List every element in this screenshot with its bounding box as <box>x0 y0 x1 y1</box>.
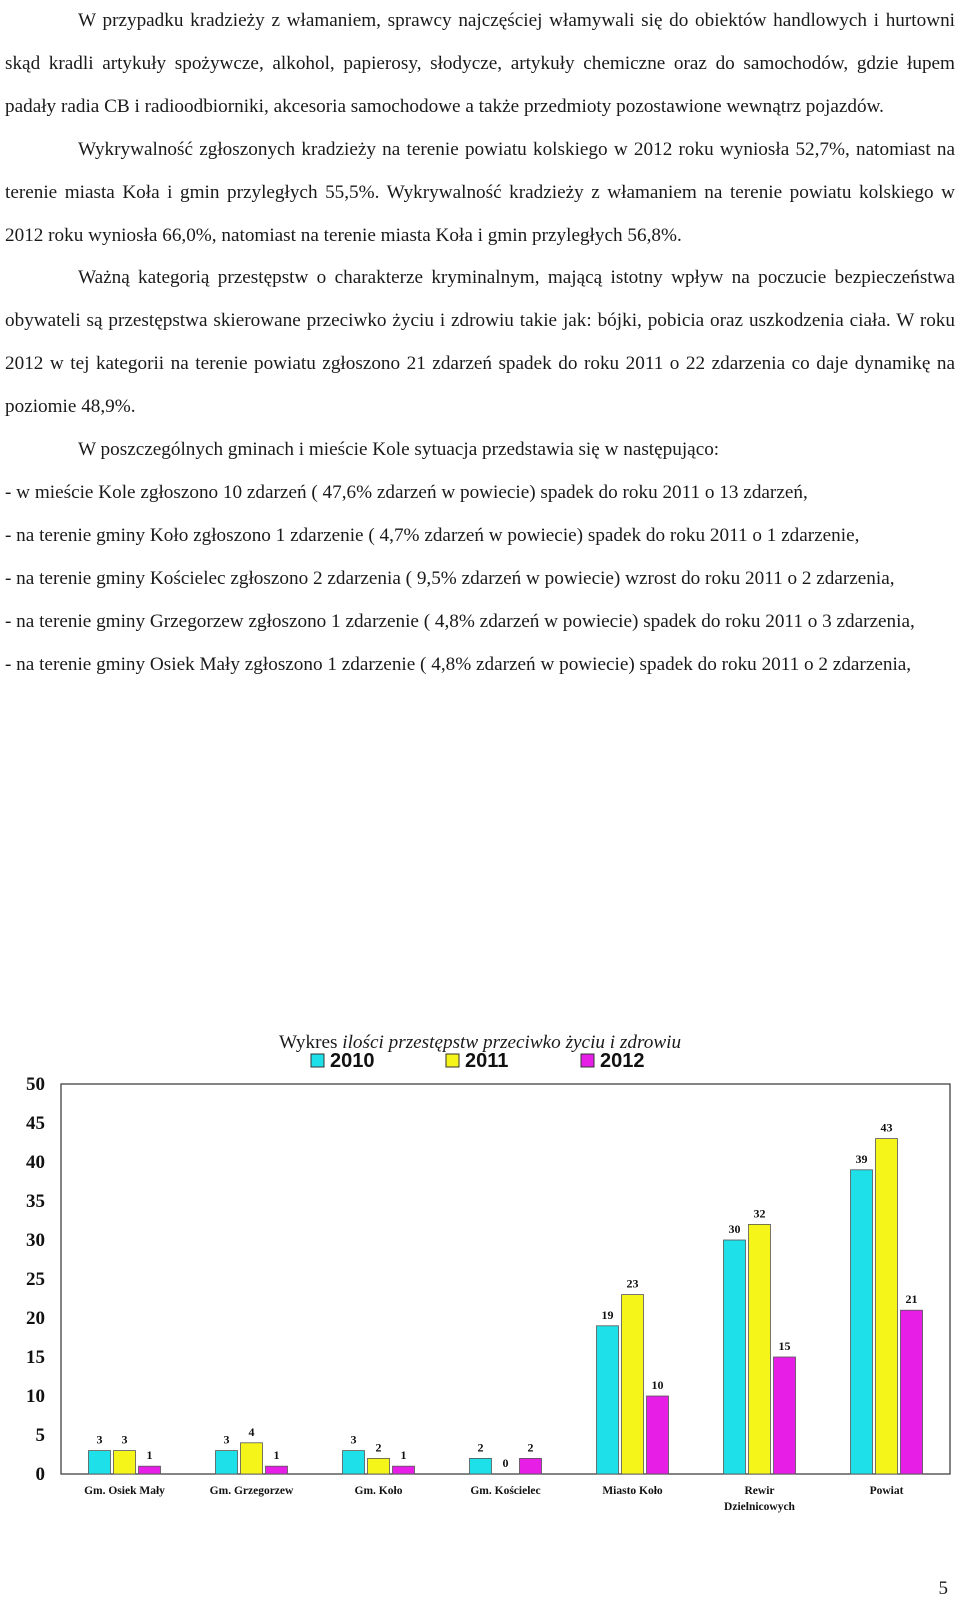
data-label: 0 <box>502 1456 509 1470</box>
bar-2012 <box>901 1310 923 1474</box>
legend-label-2010: 2010 <box>330 1050 375 1072</box>
category-label: Powiat <box>869 1485 904 1497</box>
category-label: Gm. Grzegorzew <box>209 1485 294 1497</box>
legend-label-2011: 2011 <box>465 1050 509 1072</box>
data-label: 43 <box>880 1120 893 1135</box>
bar-2010 <box>343 1451 365 1474</box>
data-label: 23 <box>626 1276 639 1291</box>
bar-2010 <box>216 1451 238 1474</box>
paragraph: - na terenie gminy Osiek Mały zgłoszono 1 zdarzenie ( 4,8% zdarzeń w powiecie) spadek do roku 2011 o 2 zdarzenia, <box>5 653 912 675</box>
caption-italic: ilości przestępstw przeciwko życiu i zdrowiu <box>342 1032 682 1053</box>
y-tick-label: 10 <box>26 1386 45 1407</box>
y-tick-label: 35 <box>26 1191 45 1212</box>
y-tick-label: 30 <box>26 1230 45 1251</box>
bar-chart <box>15 1046 960 1562</box>
data-label: 2 <box>527 1440 534 1455</box>
data-label: 3 <box>223 1432 230 1447</box>
bar-2011 <box>749 1224 771 1474</box>
paragraph: W poszczególnych gminach i mieście Kole sytuacja przedstawia się w następująco: <box>78 439 720 461</box>
y-tick-label: 15 <box>26 1347 45 1368</box>
data-label: 2 <box>477 1440 484 1455</box>
data-label: 3 <box>350 1432 357 1447</box>
bar-2012 <box>520 1458 542 1474</box>
legend-label-2012: 2012 <box>600 1050 645 1072</box>
bar-2011 <box>368 1458 390 1474</box>
bar-2010 <box>470 1458 492 1474</box>
caption-prefix: Wykres <box>278 1032 343 1053</box>
paragraph: Wykrywalność zgłoszonych kradzieży na terenie powiatu kolskiego w 2012 roku wyniosła 52,7%, natomiast na terenie miasta Koła i gmin przyległych 55,5%. Wykrywalność kradzieży z włamaniem na terenie powiatu kolskiego w 2012 roku wyniosła 66,0%, natomiast na terenie miasta Koła i gmin przyległych 56,8%. <box>5 138 955 246</box>
bar-2010 <box>724 1240 746 1474</box>
y-tick-label: 40 <box>26 1152 45 1173</box>
bar-2012 <box>774 1357 796 1474</box>
data-label: 10 <box>651 1378 664 1392</box>
category-label: Gm. Kościelec <box>470 1485 541 1497</box>
paragraph: - na terenie gminy Koło zgłoszono 1 zdarzenie ( 4,7% zdarzeń w powiecie) spadek do roku 2011 o 1 zdarzenie, <box>5 524 860 546</box>
paragraph: Ważną kategorią przestępstw o charakterze kryminalnym, mającą istotny wpływ na poczucie bezpieczeństwa obywateli są przestępstwa skierowane przeciwko życiu i zdrowiu takie jak: bójki, pobicia oraz uszkodzenia ciała. W roku 2012 w tej kategorii na terenie powiatu zgłoszono 21 zdarzeń spadek do roku 2011 o 22 zdarzenia co daje dynamikę na poziomie 48,9%. <box>5 267 955 418</box>
data-label: 21 <box>905 1292 918 1307</box>
bar-2011 <box>241 1443 263 1474</box>
data-label: 4 <box>248 1424 255 1439</box>
y-tick-label: 25 <box>26 1269 45 1290</box>
y-tick-label: 50 <box>26 1074 45 1095</box>
legend-swatch-2012 <box>581 1054 594 1067</box>
category-label: Gm. Osiek Mały <box>84 1485 165 1497</box>
bar-2011 <box>114 1451 136 1474</box>
legend-swatch-2011 <box>446 1054 459 1067</box>
paragraph: - w mieście Kole zgłoszono 10 zdarzeń ( 47,6% zdarzeń w powiecie) spadek do roku 2011 o 13 zdarzeń, <box>5 481 808 503</box>
paragraph: - na terenie gminy Kościelec zgłoszono 2 zdarzenia ( 9,5% zdarzeń w powiecie) wzrost do roku 2011 o 2 zdarzenia, <box>5 567 895 589</box>
data-label: 2 <box>375 1440 382 1455</box>
category-label: Gm. Koło <box>354 1485 403 1497</box>
data-label: 19 <box>601 1307 614 1322</box>
category-label: Rewir <box>744 1485 775 1497</box>
y-tick-label: 45 <box>26 1113 45 1134</box>
data-label: 32 <box>753 1206 766 1221</box>
bar-2010 <box>89 1451 111 1474</box>
y-tick-label: 20 <box>26 1308 45 1329</box>
y-tick-label: 0 <box>35 1464 45 1485</box>
data-label: 1 <box>400 1448 407 1463</box>
category-label: Dzielnicowych <box>724 1501 795 1513</box>
category-label: Miasto Koło <box>602 1485 663 1497</box>
paragraph: - na terenie gminy Grzegorzew zgłoszono 1 zdarzenie ( 4,8% zdarzeń w powiecie) spadek do roku 2011 o 3 zdarzenia, <box>5 610 915 632</box>
y-tick-label: 5 <box>35 1425 45 1446</box>
plot-frame <box>61 1084 950 1474</box>
data-label: 39 <box>855 1151 868 1166</box>
body-text <box>5 0 955 687</box>
bar-2011 <box>876 1139 898 1474</box>
bar-2012 <box>393 1466 415 1474</box>
bar-2012 <box>647 1396 669 1474</box>
data-label: 1 <box>273 1448 280 1463</box>
bar-2010 <box>851 1170 873 1474</box>
legend-swatch-2010 <box>311 1054 324 1067</box>
data-label: 30 <box>728 1222 741 1236</box>
data-label: 3 <box>121 1432 128 1447</box>
data-label: 3 <box>96 1432 103 1447</box>
data-label: 15 <box>778 1339 791 1353</box>
paragraph: W przypadku kradzieży z włamaniem, sprawcy najczęściej włamywali się do obiektów handlowych i hurtowni skąd kradli artykuły spożywcze, alkohol, papierosy, słodycze, artykuły chemiczne oraz do samochodów, gdzie łupem padały radia CB i radioodbiorniki, akcesoria samochodowe a także przedmioty pozostawione wewnątrz pojazdów. <box>5 10 955 117</box>
bar-2010 <box>597 1326 619 1474</box>
bar-2012 <box>266 1466 288 1474</box>
page-number: 5 <box>938 1578 948 1599</box>
data-label: 1 <box>146 1448 153 1463</box>
bar-2011 <box>622 1295 644 1474</box>
bar-2012 <box>139 1466 161 1474</box>
